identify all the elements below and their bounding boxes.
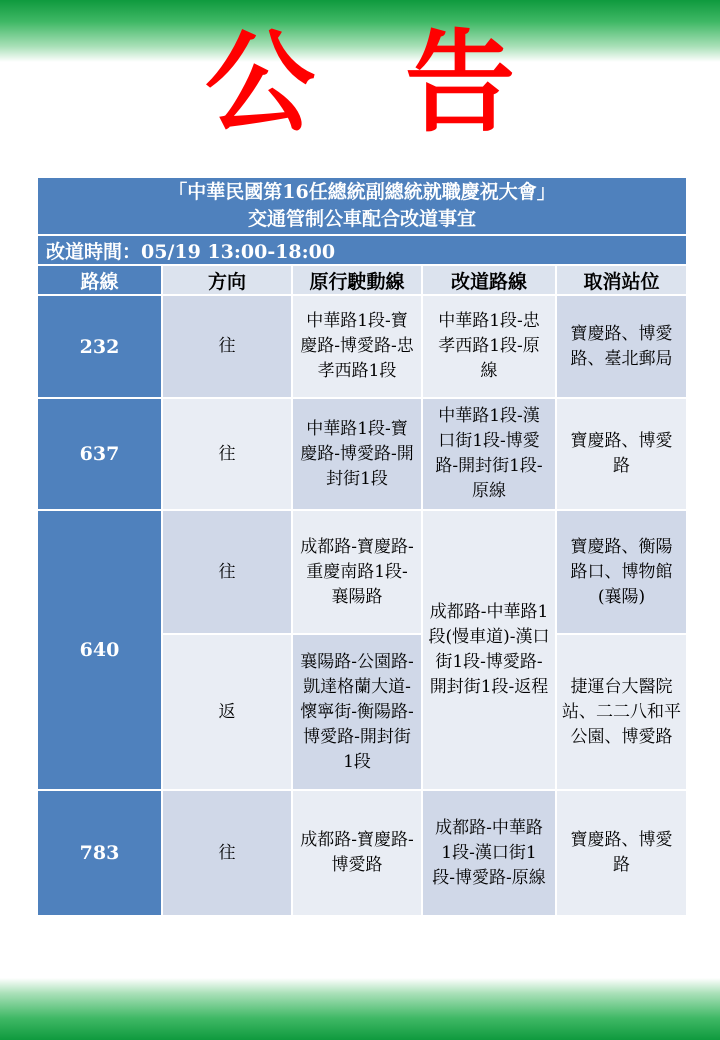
route-number: 232: [38, 295, 162, 398]
direction-cell: 往: [162, 790, 292, 916]
original-route-cell: [292, 295, 422, 398]
original-route-text: 襄陽路-公園路-凱達格蘭大道-懷寧街-衡陽路-博愛路-開封街1段: [300, 651, 414, 772]
cancelled-stops-text: 寶慶路、衡陽路口、博物館(襄陽): [570, 536, 673, 607]
detour-route-cell: [422, 790, 556, 916]
original-route-cell: [292, 510, 422, 634]
direction-cell: 往: [162, 510, 292, 634]
cancelled-stops-text: 捷運台大醫院站、二二八和平公園、博愛路: [562, 676, 682, 747]
detour-route-text: 成都路-中華路1段(慢車道)-漢口街1段-博愛路-開封街1段-返程: [428, 602, 550, 697]
table-row: [38, 398, 686, 510]
route-number: 637: [38, 398, 162, 510]
table-row: [38, 295, 686, 398]
column-header-detour-route: 改道路線: [422, 265, 556, 295]
detour-route-text: 中華路1段-忠孝西路1段-原線: [438, 311, 540, 381]
column-header-cancelled-stops: 取消站位: [556, 265, 686, 295]
direction-cell: 返: [162, 634, 292, 790]
bottom-green-band: [0, 978, 720, 1040]
route-number: 640: [38, 510, 162, 790]
cancelled-stops-cell: [556, 634, 686, 790]
detour-route-cell: [422, 295, 556, 398]
notice-heading: 公告: [205, 18, 605, 147]
cancelled-stops-cell: [556, 790, 686, 916]
original-route-cell: [292, 634, 422, 790]
detour-route-cell: [422, 510, 556, 790]
original-route-cell: [292, 398, 422, 510]
notice-title: [38, 178, 686, 235]
column-header-route: 路線: [38, 265, 162, 295]
route-number: 783: [38, 790, 162, 916]
direction-cell: 往: [162, 398, 292, 510]
direction-cell: 往: [162, 295, 292, 398]
detour-notice-table: [38, 178, 686, 917]
original-route-cell: [292, 790, 422, 916]
cancelled-stops-text: 寶慶路、博愛路、臺北郵局: [570, 323, 673, 369]
table-row: [38, 510, 686, 634]
notice-title-line2: 交通管制公車配合改道事宜: [248, 208, 477, 230]
original-route-text: 成都路-寶慶路-博愛路: [300, 830, 414, 875]
original-route-text: 成都路-寶慶路-重慶南路1段-襄陽路: [300, 536, 414, 607]
original-route-text: 中華路1段-寶慶路-博愛路-忠孝西路1段: [300, 311, 414, 381]
detour-route-text: 成都路-中華路1段-漢口街1段-博愛路-原線: [432, 817, 546, 888]
cancelled-stops-cell: [556, 510, 686, 634]
notice-title-line1: 「中華民國第16任總統副總統就職慶祝大會」: [168, 181, 556, 203]
original-route-text: 中華路1段-寶慶路-博愛路-開封街1段: [300, 418, 414, 489]
cancelled-stops-cell: [556, 398, 686, 510]
cancelled-stops-text: 寶慶路、博愛路: [570, 431, 673, 476]
column-header-direction: 方向: [162, 265, 292, 295]
detour-route-cell: [422, 398, 556, 510]
table-row: [38, 790, 686, 916]
cancelled-stops-cell: [556, 295, 686, 398]
column-header-original-route: 原行駛動線: [292, 265, 422, 295]
detour-route-text: 中華路1段-漢口街1段-博愛路-開封街1段-原線: [435, 406, 543, 501]
cancelled-stops-text: 寶慶路、博愛路: [570, 830, 673, 875]
detour-time: 改道時間：05/19 13:00-18:00: [38, 235, 686, 265]
